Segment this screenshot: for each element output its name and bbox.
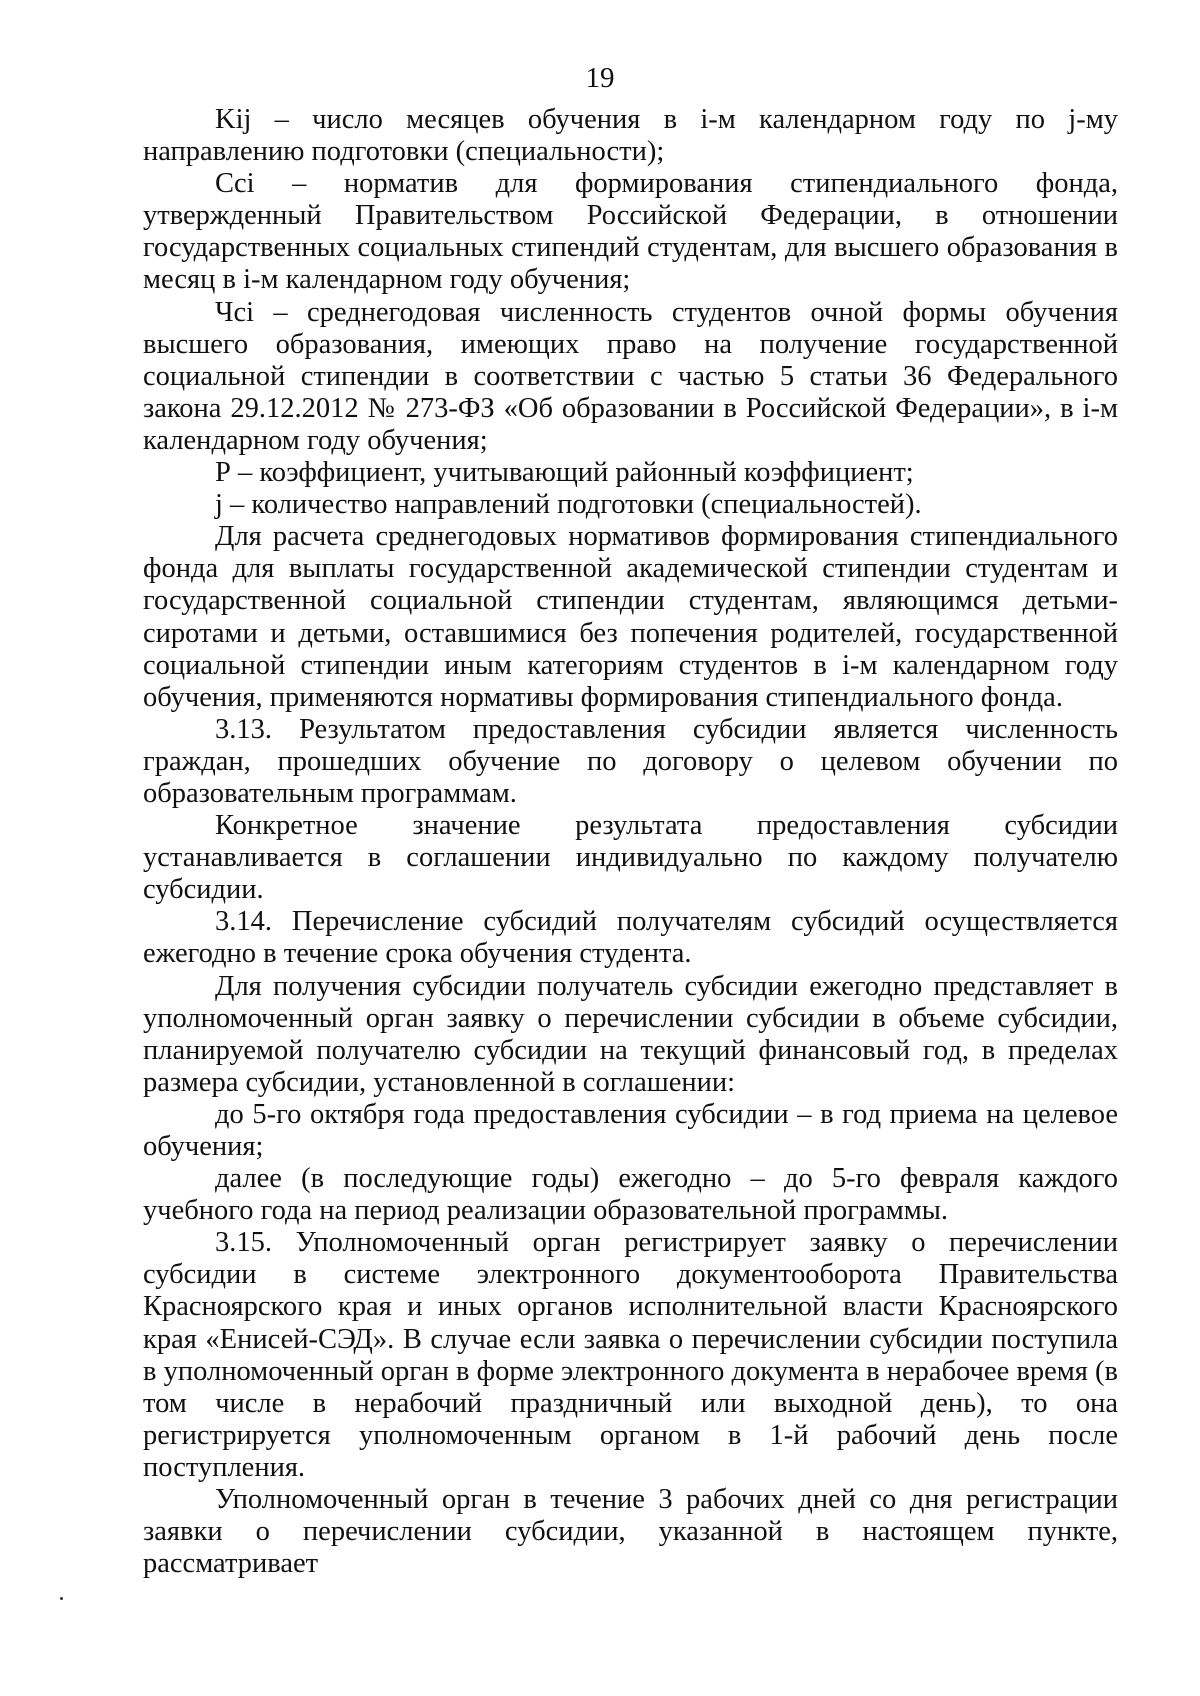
scan-speck bbox=[60, 1597, 63, 1600]
paragraph-p-definition: Р – коэффициент, учитывающий районный коэффициент; bbox=[215, 457, 914, 489]
paragraph-average-normatives: Для расчета среднегодовых нормативов формирования стипендиального фонда для выплаты государственной академической стипендии студентам и государственной социальной стипендии студентам, являющимся детьми-сиротами и детьми, оставшимися без попечения родителей, государственной социальной стипендии иным категориям студентов в i-м календарном году обучения, применяются нормативы формирования стипендиального фонда. bbox=[143, 521, 1118, 713]
page-number: 19 bbox=[585, 62, 615, 94]
paragraph-deadline-october: до 5-го октября года предоставления субсидии – в год приема на целевое обучения; bbox=[143, 1098, 1118, 1162]
paragraph-deadline-february: далее (в последующие годы) ежегодно – до 5-го февраля каждого учебного года на период реализации образовательной программы. bbox=[143, 1163, 1118, 1227]
paragraph-application: Для получения субсидии получатель субсидии ежегодно представляет в уполномоченный орган заявку о перечислении субсидии в объеме субсидии, планируемой получателю субсидии на текущий финансовый год, в пределах размера субсидии, установленной в соглашении: bbox=[143, 970, 1118, 1098]
paragraph-cci-definition: Сci – норматив для формирования стипендиального фонда, утвержденный Правительством Российской Федерации, в отношении государственных социальных стипендий студентам, для высшего образования в месяц в i-м календарном году обучения; bbox=[143, 168, 1118, 296]
paragraph-3-13-result: 3.13. Результатом предоставления субсидии является численность граждан, прошедших обучение по договору о целевом обучении по образовательным программам. bbox=[143, 713, 1118, 809]
paragraph-3-14-transfer: 3.14. Перечисление субсидий получателям субсидий осуществляется ежегодно в течение срока обучения студента. bbox=[143, 906, 1118, 970]
paragraph-result-value: Конкретное значение результата предоставления субсидии устанавливается в соглашении индивидуально по каждому получателю субсидии. bbox=[143, 810, 1118, 906]
document-body bbox=[143, 104, 1118, 1580]
paragraph-3-15-registration: 3.15. Уполномоченный орган регистрирует заявку о перечислении субсидии в системе электронного документооборота Правительства Красноярского края и иных органов исполнительной власти Красноярского края «Енисей-СЭД». В случае если заявка о перечислении субсидии поступила в уполномоченный орган в форме электронного документа в нерабочее время (в том числе в нерабочий праздничный или выходной день), то она регистрируется уполномоченным органом в 1-й рабочий день после поступления. bbox=[143, 1227, 1118, 1483]
paragraph-review: Уполномоченный орган в течение 3 рабочих дней со дня регистрации заявки о перечислении субсидии, указанной в настоящем пункте, рассматривает bbox=[143, 1484, 1118, 1580]
paragraph-j-definition: j – количество направлений подготовки (специальностей). bbox=[215, 489, 922, 521]
paragraph-chci-definition: Чсi – среднегодовая численность студентов очной формы обучения высшего образования, имеющих право на получение государственной социальной стипендии в соответствии с частью 5 статьи 36 Федерального закона 29.12.2012 № 273-ФЗ «Об образовании в Российской Федерации», в i-м календарном году обучения; bbox=[143, 296, 1118, 456]
paragraph-kij-definition: Kij – число месяцев обучения в i-м календарном году по j-му направлению подготовки (специальности); bbox=[143, 104, 1118, 168]
